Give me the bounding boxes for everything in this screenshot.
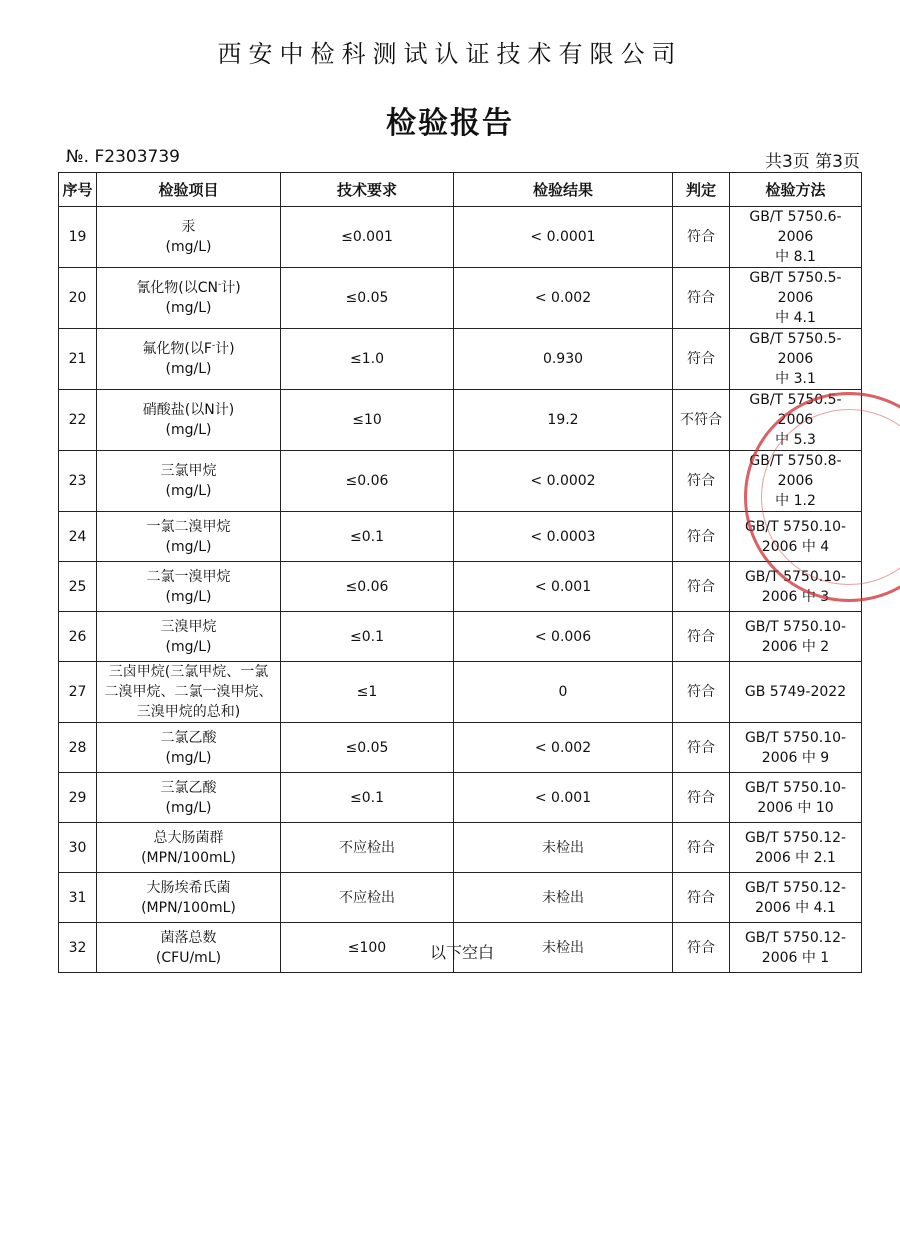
cell-item (97, 773, 281, 823)
cell-verdict: 符合 (673, 823, 730, 873)
table-row (59, 773, 862, 823)
method-line: GB/T 5750.10- (744, 779, 847, 796)
cell-method (730, 329, 862, 390)
cell-no: 31 (59, 873, 97, 923)
cell-item (97, 823, 281, 873)
report-title: 检验报告 (386, 106, 514, 141)
cell-item (97, 612, 281, 662)
cell-no: 24 (59, 512, 97, 562)
method-line: 2006 中 4 (761, 538, 830, 555)
item-unit: (mg/L) (165, 749, 212, 766)
item-name-line (99, 878, 278, 898)
col-header-method: 检验方法 (730, 173, 862, 207)
table-row (59, 873, 862, 923)
cell-verdict: 符合 (673, 662, 730, 723)
cell-verdict: 符合 (673, 562, 730, 612)
cell-item (97, 268, 281, 329)
method-line: GB/T 5750.12- (744, 879, 847, 896)
table-header-row (59, 173, 862, 207)
col-header-verdict: 判定 (673, 173, 730, 207)
cell-requirement: ≤0.06 (281, 451, 454, 512)
item-name: 氰化物(以CN (136, 280, 218, 296)
item-unit: (mg/L) (165, 239, 212, 255)
cell-result: 未检出 (454, 823, 673, 873)
method-line: 2006 中 1 (761, 949, 830, 966)
method-line: GB/T 5750.10- (744, 568, 847, 585)
cell-no: 29 (59, 773, 97, 823)
cell-result: < 0.0002 (454, 451, 673, 512)
cell-item (97, 451, 281, 512)
item-name: 一氯二溴甲烷 (146, 518, 231, 535)
cell-method (730, 207, 862, 268)
company-name: 西安中检科测试认证技术有限公司 (217, 40, 683, 68)
cell-verdict: 符合 (673, 329, 730, 390)
cell-verdict: 符合 (673, 268, 730, 329)
cell-requirement: ≤0.1 (281, 612, 454, 662)
item-name: 总大肠菌群 (153, 829, 224, 846)
table-row (59, 451, 862, 512)
method-line: GB/T 5750.6-2006 (749, 209, 842, 245)
cell-verdict: 符合 (673, 873, 730, 923)
item-name-tail: 计) (215, 341, 235, 357)
cell-verdict: 符合 (673, 451, 730, 512)
table-row (59, 662, 862, 723)
item-name-line: 三卤甲烷(三氯甲烷、一氯 (108, 664, 269, 680)
cell-result: 19.2 (454, 390, 673, 451)
blank-below-note: 以下空白 (429, 943, 494, 962)
table-row (59, 390, 862, 451)
item-unit: (mg/L) (165, 538, 212, 555)
table-row (59, 207, 862, 268)
cell-no: 27 (59, 662, 97, 723)
col-header-item: 检验项目 (97, 173, 281, 207)
item-name: 汞 (181, 219, 196, 235)
method-line: GB 5749-2022 (744, 684, 847, 700)
cell-no: 21 (59, 329, 97, 390)
cell-result: 0 (454, 662, 673, 723)
col-header-result: 检验结果 (454, 173, 673, 207)
cell-verdict: 符合 (673, 723, 730, 773)
item-name-line (99, 278, 278, 298)
cell-verdict: 符合 (673, 773, 730, 823)
cell-result: 未检出 (454, 873, 673, 923)
cell-method (730, 823, 862, 873)
item-name-line (99, 517, 278, 537)
cell-no: 26 (59, 612, 97, 662)
item-unit: (mg/L) (165, 638, 212, 655)
method-line: 2006 中 10 (757, 799, 834, 816)
item-name: 硝酸盐(以N计) (142, 402, 235, 418)
item-unit: (mg/L) (165, 588, 212, 605)
cell-result: 0.930 (454, 329, 673, 390)
item-name: 菌落总数 (160, 929, 217, 946)
item-unit: (mg/L) (165, 422, 212, 438)
item-name-line: 三溴甲烷的总和) (136, 704, 241, 720)
cell-result: < 0.0001 (454, 207, 673, 268)
item-name: 大肠埃希氏菌 (146, 879, 231, 896)
item-unit: (mg/L) (165, 799, 212, 816)
cell-result: < 0.002 (454, 723, 673, 773)
cell-result: < 0.0003 (454, 512, 673, 562)
cell-requirement: ≤0.05 (281, 268, 454, 329)
item-name-line (99, 778, 278, 798)
cell-item (97, 390, 281, 451)
method-line: 2006 中 3 (761, 588, 830, 605)
cell-verdict: 符合 (673, 207, 730, 268)
cell-requirement: ≤1 (281, 662, 454, 723)
item-name: 三氯甲烷 (160, 463, 217, 479)
item-name-line (99, 400, 278, 420)
method-line: 中 1.2 (775, 493, 816, 509)
cell-no: 28 (59, 723, 97, 773)
col-header-requirement: 技术要求 (281, 173, 454, 207)
method-line: 2006 中 2.1 (755, 849, 836, 866)
item-unit: (mg/L) (165, 483, 212, 499)
method-line: GB/T 5750.12- (744, 929, 847, 946)
item-name-tail: 计) (221, 280, 241, 296)
method-line: 2006 中 9 (761, 749, 830, 766)
cell-requirement: ≤1.0 (281, 329, 454, 390)
cell-result: < 0.001 (454, 562, 673, 612)
cell-result: < 0.001 (454, 773, 673, 823)
page-indicator: 共3页 第3页 (764, 152, 860, 172)
method-line: GB/T 5750.10- (744, 729, 847, 746)
cell-no: 32 (59, 923, 97, 973)
cell-method (730, 268, 862, 329)
item-unit: (mg/L) (165, 300, 212, 316)
method-line: GB/T 5750.10- (744, 518, 847, 535)
cell-no: 22 (59, 390, 97, 451)
cell-item (97, 329, 281, 390)
test-results-table (58, 172, 862, 973)
table-body (59, 207, 862, 973)
cell-method (730, 662, 862, 723)
method-line: GB/T 5750.5-2006 (749, 270, 842, 306)
item-name-superscript: - (218, 279, 222, 290)
item-unit: (CFU/mL) (155, 949, 222, 966)
cell-requirement: ≤0.1 (281, 773, 454, 823)
cell-requirement: ≤0.06 (281, 562, 454, 612)
table-row (59, 823, 862, 873)
method-line: 2006 中 4.1 (755, 899, 836, 916)
cell-item (97, 873, 281, 923)
cell-result: 未检出 (454, 923, 673, 973)
method-line: GB/T 5750.10- (744, 618, 847, 635)
cell-method (730, 873, 862, 923)
method-line: GB/T 5750.8-2006 (749, 453, 842, 489)
cell-method (730, 723, 862, 773)
item-name-line: 二溴甲烷、二氯一溴甲烷、 (104, 684, 273, 700)
cell-item (97, 662, 281, 723)
cell-item (97, 512, 281, 562)
item-name: 氟化物(以F (142, 341, 212, 357)
cell-verdict: 不符合 (673, 390, 730, 451)
report-number: №. F2303739 (66, 147, 180, 167)
method-line: 中 3.1 (775, 371, 816, 387)
item-name: 三氯乙酸 (160, 779, 217, 796)
method-line: GB/T 5750.5-2006 (749, 392, 842, 428)
item-name-line (99, 728, 278, 748)
table-row (59, 723, 862, 773)
item-name-line (99, 617, 278, 637)
item-unit: (MPN/100mL) (141, 849, 236, 866)
cell-requirement: ≤100 (281, 923, 454, 973)
table-row (59, 562, 862, 612)
cell-no: 23 (59, 451, 97, 512)
cell-item (97, 207, 281, 268)
item-name: 二氯一溴甲烷 (146, 568, 231, 585)
item-name-line (99, 461, 278, 481)
cell-requirement: ≤0.05 (281, 723, 454, 773)
col-header-no: 序号 (59, 173, 97, 207)
item-name-superscript: - (211, 340, 216, 351)
cell-requirement: ≤0.1 (281, 512, 454, 562)
cell-no: 25 (59, 562, 97, 612)
table-row (59, 612, 862, 662)
method-line: 中 8.1 (775, 249, 816, 265)
cell-method (730, 612, 862, 662)
cell-result: < 0.002 (454, 268, 673, 329)
method-line: 2006 中 2 (761, 638, 830, 655)
item-name: 二氯乙酸 (160, 729, 217, 746)
cell-no: 20 (59, 268, 97, 329)
method-line: 中 5.3 (775, 432, 816, 448)
item-name-line (99, 217, 278, 237)
cell-requirement: 不应检出 (281, 873, 454, 923)
item-name: 三溴甲烷 (160, 618, 217, 635)
item-unit: (MPN/100mL) (141, 899, 236, 916)
table-row (59, 329, 862, 390)
item-name-line (99, 828, 278, 848)
cell-verdict: 符合 (673, 612, 730, 662)
cell-item (97, 723, 281, 773)
cell-requirement: ≤10 (281, 390, 454, 451)
table-row (59, 512, 862, 562)
cell-item (97, 562, 281, 612)
cell-verdict: 符合 (673, 512, 730, 562)
cell-verdict: 符合 (673, 923, 730, 973)
method-line: GB/T 5750.12- (744, 829, 847, 846)
item-name-line (99, 339, 278, 359)
item-unit: (mg/L) (165, 361, 212, 377)
cell-method (730, 773, 862, 823)
table-row (59, 268, 862, 329)
cell-requirement: 不应检出 (281, 823, 454, 873)
cell-result: < 0.006 (454, 612, 673, 662)
cell-requirement: ≤0.001 (281, 207, 454, 268)
cell-no: 30 (59, 823, 97, 873)
method-line: GB/T 5750.5-2006 (749, 331, 842, 367)
cell-no: 19 (59, 207, 97, 268)
item-name-line (99, 567, 278, 587)
method-line: 中 4.1 (775, 310, 816, 326)
seal-inner-ring (761, 409, 900, 585)
